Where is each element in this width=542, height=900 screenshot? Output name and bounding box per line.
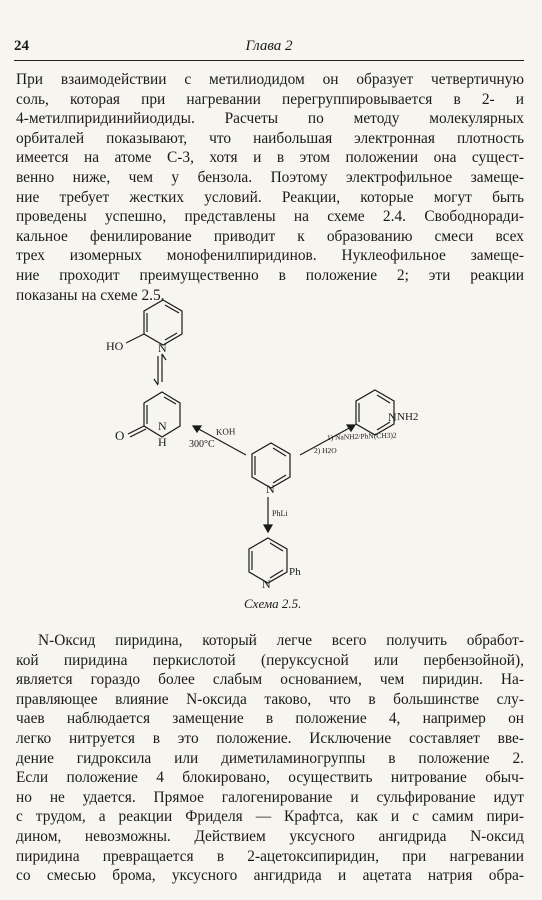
text-line: имеется на атоме С-3, хотя и в этом положении она сущест- xyxy=(16,149,524,167)
pyridone-structure xyxy=(128,392,180,437)
label-n-bottom: N xyxy=(262,577,271,591)
text-line: N-Оксид пиридина, который легче всего получить обработ- xyxy=(38,632,524,649)
scheme-caption: Схема 2.5. xyxy=(244,596,302,611)
text-line: ние требует жестких условий. Реакции, которые могут быть xyxy=(16,188,524,206)
text-line: венно ниже, чем у бензола. Поэтому электрофильное замеще- xyxy=(16,168,524,186)
label-nh2: NH2 xyxy=(397,411,419,423)
text-line: дение гидроксила или диметиламиногруппы в положение 2. xyxy=(16,749,524,767)
text-line: с трудом, а реакции Фриделя — Крафтса, как и с самим пири- xyxy=(16,808,524,826)
text-line: кой пиридина перкислотой (перуксусной или пербензойной), xyxy=(16,651,524,669)
label-temp: 300°C xyxy=(189,439,215,450)
text-line: 4-метилпиридинийиодиды. Расчеты по методу молекулярных xyxy=(16,110,524,128)
text-line: показаны на схеме 2.5. xyxy=(16,286,165,304)
text-line: является гораздо более слабым основанием, чем пиридин. На- xyxy=(16,671,524,689)
tautomer-arrows xyxy=(154,354,166,385)
label-phli: PhLi xyxy=(272,509,288,518)
text-line: легко нитруется в это положение. Исключение составляет вве- xyxy=(16,729,524,747)
text-line: трех изомерных монофенилпиридинов. Нуклеофильное замеще- xyxy=(16,247,524,265)
label-n-amine: N xyxy=(388,410,397,424)
text-line: чаев наблюдается замещение в положение 4, например он xyxy=(16,710,524,728)
text-line: проведены успешно, представлены на схеме 2.4. Свободноради- xyxy=(16,208,524,226)
label-o: O xyxy=(115,428,125,443)
label-h-pyridone: H xyxy=(158,435,167,449)
text-line: Если положение 4 блокировано, осуществить нитрование обыч- xyxy=(16,769,524,787)
text-line: но не удается. Прямое галогенирование и сульфирование идут xyxy=(16,788,524,806)
arrowhead-phenylpyridine xyxy=(264,525,272,532)
text-line: правляющее влияние N-оксида таково, что в большинстве слу- xyxy=(16,690,524,708)
text-line: При взаимодействии с метилиодидом он образует четвертичную xyxy=(16,71,524,88)
text-line: соль, которая при нагревании перегруппировывается в 2- и xyxy=(16,90,524,108)
header-rule xyxy=(14,60,524,61)
paragraph-1 xyxy=(16,70,524,305)
chapter-title: Глава 2 xyxy=(245,38,293,54)
reaction-scheme xyxy=(0,290,542,620)
text-line: со смесью брома, уксусного ангидрида и ацетата натрия обра- xyxy=(16,867,524,885)
text-line: дином, невозможны. Действием уксусного ангидрида N-оксид xyxy=(16,827,524,845)
label-reagent-2: 2) H2O xyxy=(314,446,337,455)
hydroxypyridine-structure xyxy=(126,300,182,345)
label-n-top: N xyxy=(158,341,167,355)
text-line: орбиталей показывают, что наибольшая электронная плотность xyxy=(16,129,524,147)
text-line: пиридина превращается в 2-ацетоксипиридин, при нагревании xyxy=(16,847,524,865)
text-line: кальное фенилирование приводит к образованию смеси всех xyxy=(16,227,524,245)
label-n-center: N xyxy=(266,482,275,496)
text-line: ние проходит преимущественно в положение 2; эти реакции xyxy=(16,266,524,284)
label-reagent-1: 1) NaNH2/PhN(CH3)2 xyxy=(326,430,397,442)
label-ho: HO xyxy=(106,339,124,353)
page-number: 24 xyxy=(14,38,29,54)
label-ph: Ph xyxy=(289,566,301,578)
label-n-pyridone: N xyxy=(158,419,167,433)
label-koh: KOH xyxy=(215,426,236,437)
running-header xyxy=(14,38,524,58)
paragraph-2 xyxy=(16,631,524,886)
